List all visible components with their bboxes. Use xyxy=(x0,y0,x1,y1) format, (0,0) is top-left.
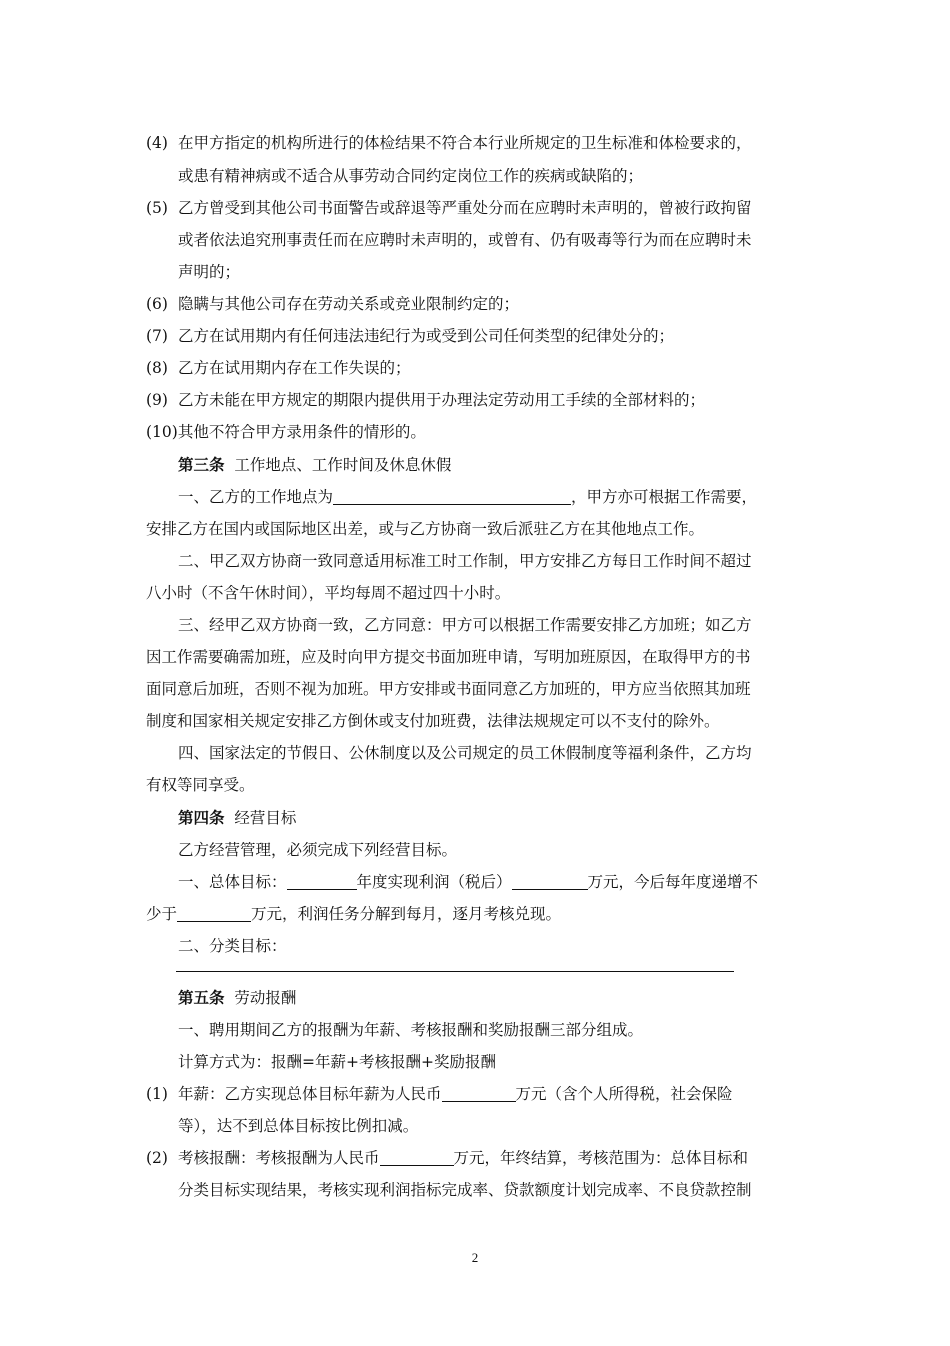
paragraph-line: 面同意后加班，否则不视为加班。甲方安排或书面同意乙方加班的，甲方应当依照其加班 xyxy=(146,680,751,698)
text-segment: 万元（含个人所得税，社会保险 xyxy=(515,1085,733,1103)
fill-in-blank xyxy=(177,905,251,922)
fill-in-blank xyxy=(287,873,357,890)
paragraph-line: 二、分类目标： xyxy=(178,937,287,955)
text-segment: 万元，利润任务分解到每月，逐月考核兑现。 xyxy=(251,905,562,923)
item-text-continuation: 等），达不到总体目标按比例扣减。 xyxy=(178,1117,419,1135)
item-text: 在甲方指定的机构所进行的体检结果不符合本行业所规定的卫生标准和体检要求的， xyxy=(178,134,752,152)
fill-in-blank xyxy=(512,873,588,890)
text-segment: 万元，今后每年度递增不 xyxy=(587,873,759,891)
item-text: 乙方在试用期内存在工作失误的； xyxy=(178,359,411,377)
list-item xyxy=(146,390,705,410)
paragraph-line: 有权等同享受。 xyxy=(146,776,255,794)
list-item xyxy=(146,326,674,346)
text-segment: 万元，年终结算，考核范围为：总体目标和 xyxy=(453,1149,749,1167)
paragraph-line: 二、甲乙双方协商一致同意适用标准工时工作制，甲方安排乙方每日工作时间不超过 xyxy=(178,552,752,570)
fill-in-line xyxy=(176,971,734,972)
item-text-continuation: 分类目标实现结果，考核实现利润指标完成率、贷款额度计划完成率、不良贷款控制 xyxy=(178,1181,752,1199)
article-title: 劳动报酬 xyxy=(234,989,297,1007)
paragraph-line: 安排乙方在国内或国际地区出差，或与乙方协商一致后派驻乙方在其他地点工作。 xyxy=(146,520,705,538)
list-item xyxy=(146,1148,748,1168)
paragraph-line: 一、聘用期间乙方的报酬为年薪、考核报酬和奖励报酬三部分组成。 xyxy=(178,1021,644,1039)
item-text-continuation: 或患有精神病或不适合从事劳动合同约定岗位工作的疾病或缺陷的； xyxy=(178,167,644,185)
article-label: 第五条 xyxy=(178,988,225,1007)
item-number: (6) xyxy=(146,295,168,313)
item-number: (9) xyxy=(146,391,168,409)
text-segment: 少于 xyxy=(146,905,178,923)
item-text: 其他不符合甲方录用条件的情形的。 xyxy=(177,423,426,441)
paragraph-line: 计算方式为：报酬=年薪+考核报酬+奖励报酬 xyxy=(178,1053,496,1071)
paragraph-line xyxy=(146,904,561,924)
article-heading xyxy=(178,455,451,475)
list-item xyxy=(146,422,426,442)
article-label: 第三条 xyxy=(178,455,225,474)
fill-in-blank xyxy=(442,1085,516,1102)
paragraph-line: 八小时（不含午休时间），平均每周不超过四十小时。 xyxy=(146,584,511,602)
list-item xyxy=(146,1084,733,1104)
list-item xyxy=(146,133,752,153)
article-heading xyxy=(178,808,296,828)
fill-in-blank xyxy=(333,488,571,505)
list-item xyxy=(146,198,752,218)
text-segment: 一、总体目标： xyxy=(178,873,287,891)
item-text: 乙方在试用期内有任何违法违纪行为或受到公司任何类型的纪律处分的； xyxy=(178,327,675,345)
article-title: 经营目标 xyxy=(234,809,297,827)
item-number: (7) xyxy=(146,327,168,345)
item-text: 乙方未能在甲方规定的期限内提供用于办理法定劳动用工手续的全部材料的； xyxy=(178,391,706,409)
page-number: 2 xyxy=(471,1250,479,1265)
text-segment: 年薪：乙方实现总体目标年薪为人民币 xyxy=(178,1085,442,1103)
text-segment: ，甲方亦可根据工作需要， xyxy=(571,488,758,506)
paragraph-line: 三、经甲乙双方协商一致，乙方同意：甲方可以根据工作需要安排乙方加班；如乙方 xyxy=(178,616,752,634)
paragraph-line: 四、国家法定的节假日、公休制度以及公司规定的员工休假制度等福利条件，乙方均 xyxy=(178,744,752,762)
item-text-continuation: 声明的； xyxy=(178,263,241,281)
fill-in-blank xyxy=(380,1149,454,1166)
text-segment: 一、乙方的工作地点为 xyxy=(178,488,334,506)
list-item xyxy=(146,358,411,378)
paragraph-line xyxy=(178,487,757,507)
article-label: 第四条 xyxy=(178,808,225,827)
item-number: (5) xyxy=(146,199,168,217)
list-item xyxy=(146,294,519,314)
paragraph-line: 因工作需要确需加班，应及时向甲方提交书面加班申请，写明加班原因，在取得甲方的书 xyxy=(146,648,751,666)
text-segment: 年度实现利润（税后） xyxy=(356,873,512,891)
paragraph-line xyxy=(178,872,758,892)
item-number: (2) xyxy=(146,1149,168,1167)
item-number: (8) xyxy=(146,359,168,377)
paragraph-line: 乙方经营管理，必须完成下列经营目标。 xyxy=(178,841,458,859)
item-number: (4) xyxy=(146,134,168,152)
article-title: 工作地点、工作时间及休息休假 xyxy=(234,456,452,474)
article-heading xyxy=(178,988,296,1008)
item-number: (10) xyxy=(146,423,178,441)
item-text-continuation: 或者依法追究刑事责任而在应聘时未声明的，或曾有、仍有吸毒等行为而在应聘时未 xyxy=(178,231,752,249)
text-segment: 考核报酬：考核报酬为人民币 xyxy=(178,1149,380,1167)
paragraph-line: 制度和国家相关规定安排乙方倒休或支付加班费，法律法规规定可以不支付的除外。 xyxy=(146,712,720,730)
item-text: 隐瞒与其他公司存在劳动关系或竞业限制约定的； xyxy=(178,295,520,313)
item-text: 乙方曾受到其他公司书面警告或辞退等严重处分而在应聘时未声明的，曾被行政拘留 xyxy=(178,199,752,217)
item-number: (1) xyxy=(146,1085,168,1103)
